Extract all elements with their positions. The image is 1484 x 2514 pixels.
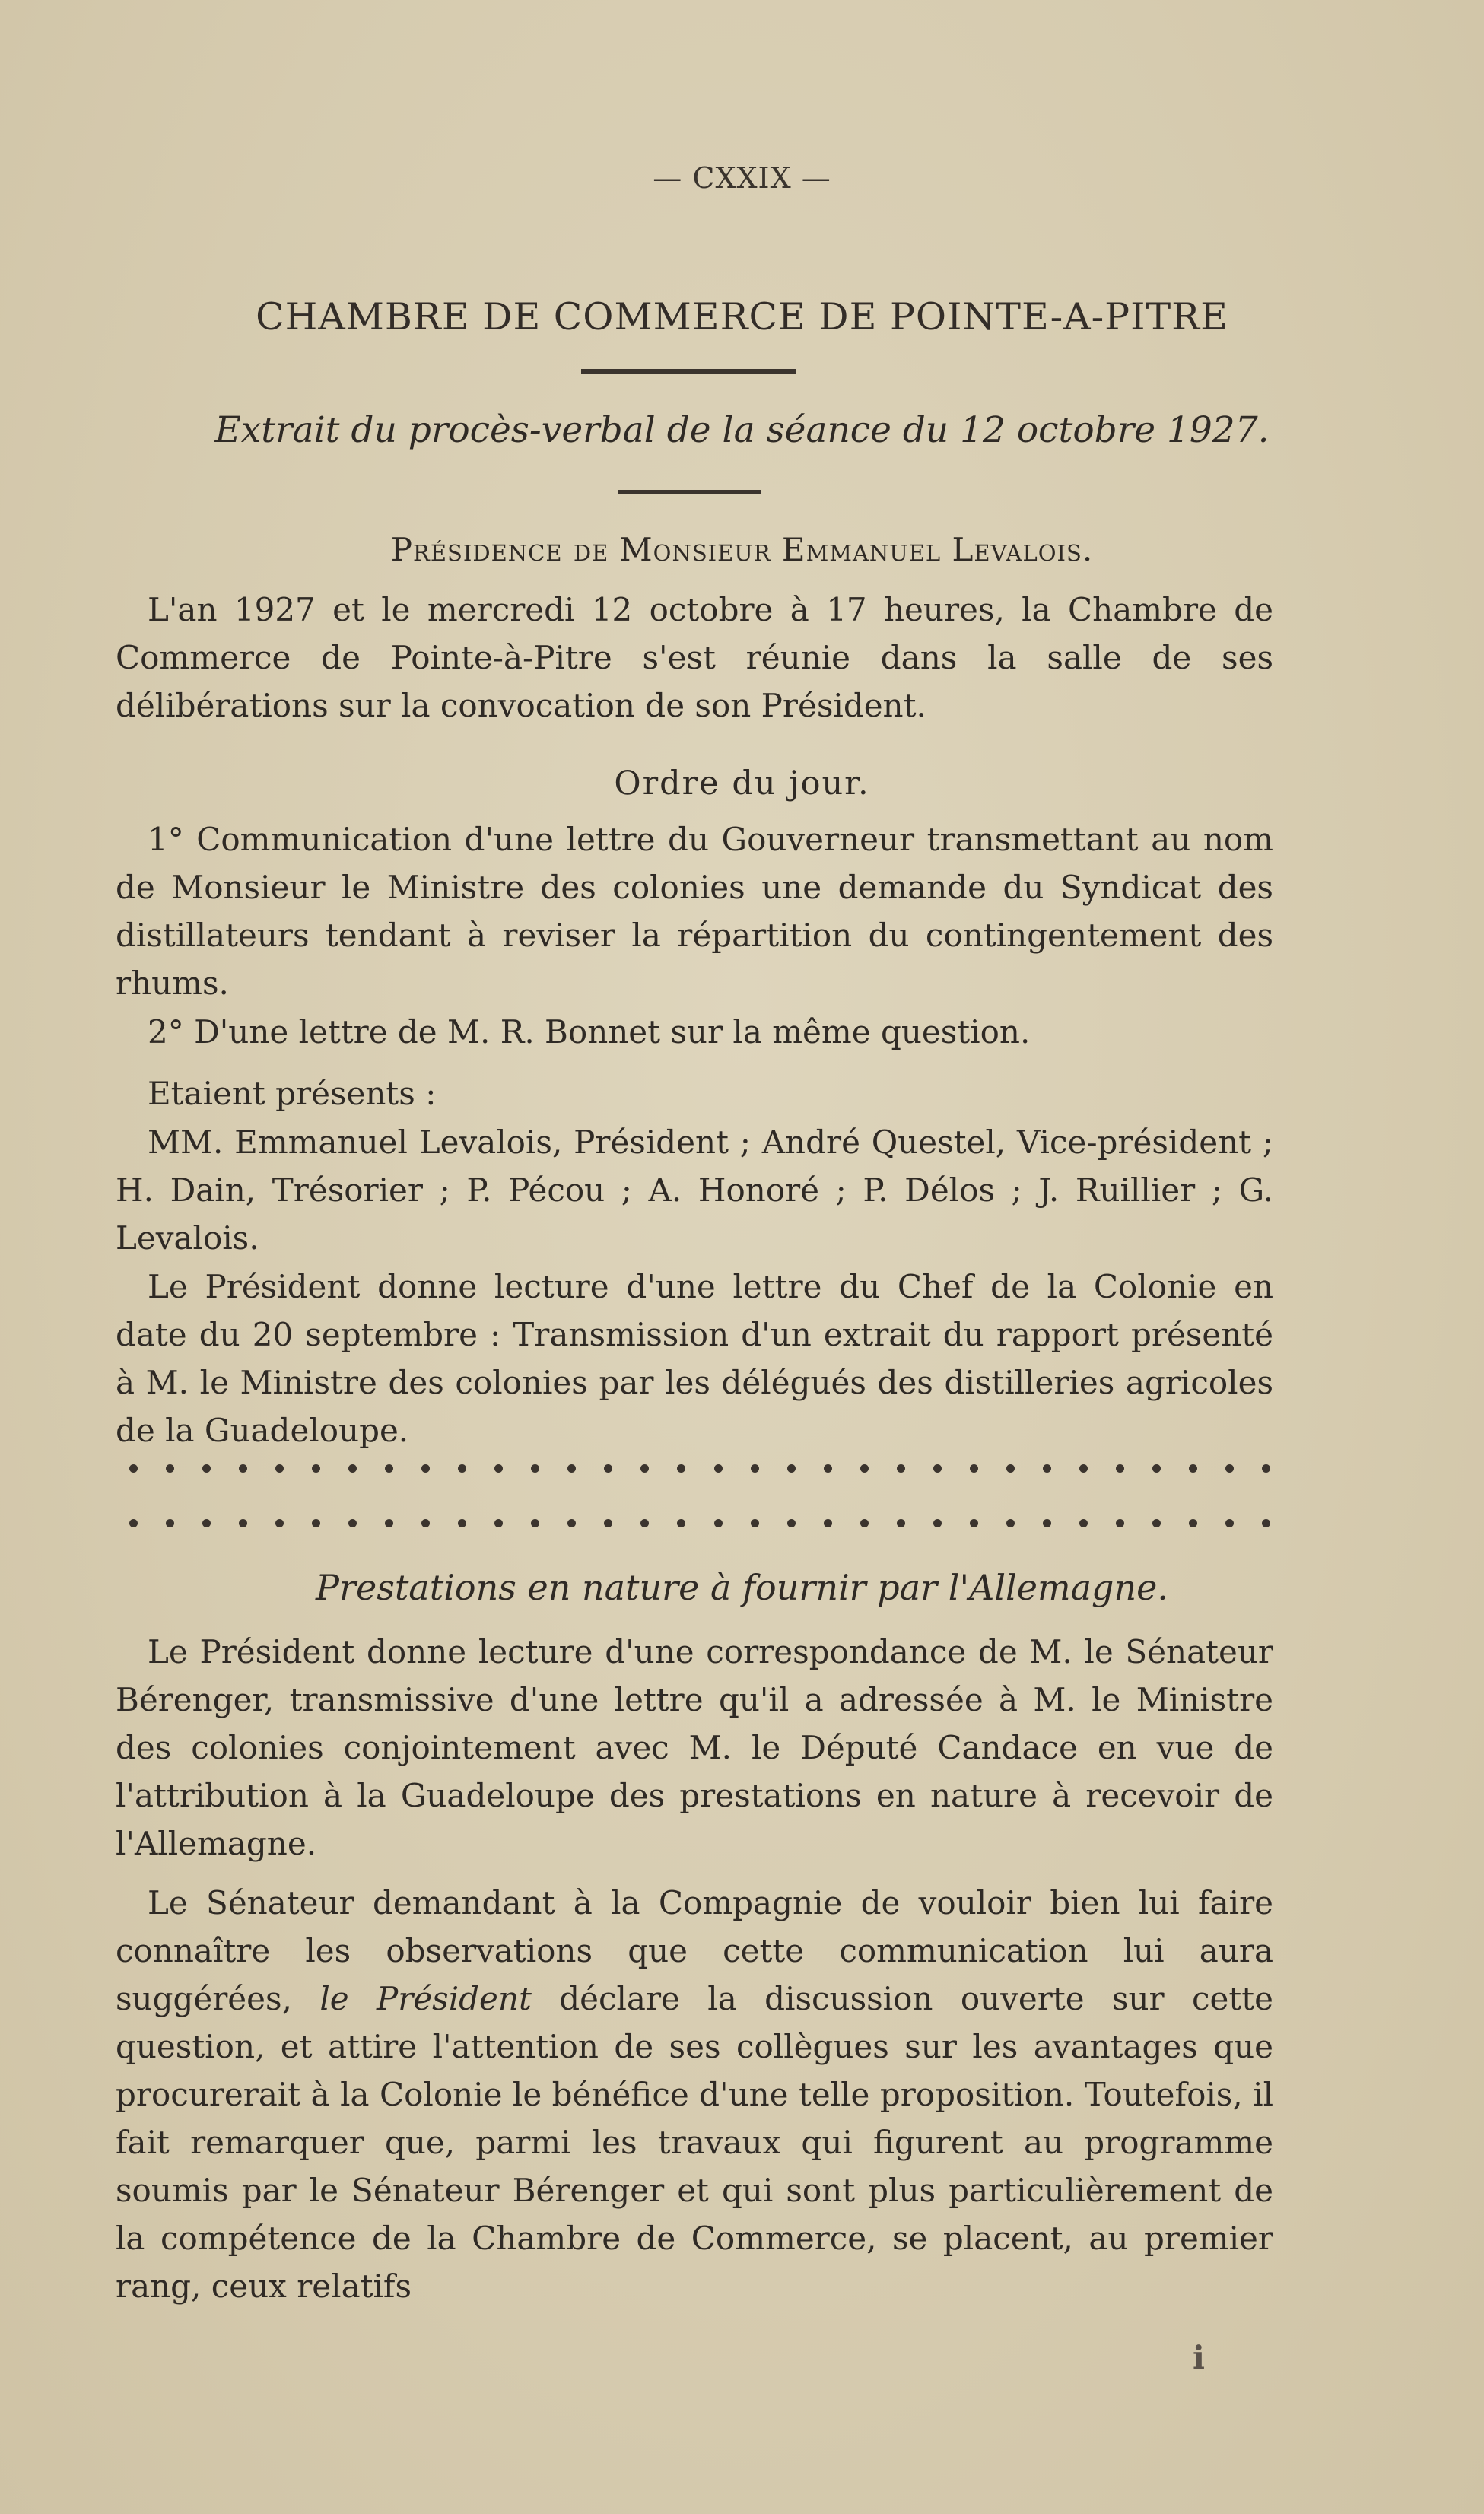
dot [312,1464,320,1473]
senateur-paragraph-start: Le Sénateur demandant à la Compagnie de vouloir bien lui faire connaître les observations que cette communication lui aura suggérées, [116,1884,1273,2017]
dot [567,1519,576,1527]
title-rule [581,369,796,374]
dot [312,1519,320,1527]
dot [166,1519,174,1527]
dot [677,1519,685,1527]
dot [202,1464,211,1473]
dot [494,1464,503,1473]
ellipsis-dots-row-2 [129,1519,1270,1527]
ordre-item-2: 2° D'une lettre de M. R. Bonnet sur la même question. [148,1013,1031,1050]
dot [239,1519,247,1527]
dot [1079,1519,1088,1527]
dot [1116,1519,1124,1527]
dot [824,1519,832,1527]
dot [787,1464,796,1473]
dot [970,1519,978,1527]
presents-heading: Etaient présents : [148,1075,437,1112]
dot [1116,1464,1124,1473]
section-heading-prestations: Prestations en nature à fournir par l'Allemagne. [316,1567,1168,1608]
presidence-heading: Présidence de Monsieur Emmanuel Levalois. [390,531,1094,568]
dot [1262,1519,1270,1527]
footer-mark: ℹ [1193,2339,1205,2376]
dot [1189,1519,1197,1527]
dot [531,1464,539,1473]
dot [1152,1519,1161,1527]
dot [275,1519,284,1527]
dot [1225,1464,1234,1473]
ellipsis-dots-row-1 [129,1464,1270,1473]
senateur-paragraph [116,1879,1273,2310]
dot [1189,1464,1197,1473]
dot [385,1464,393,1473]
dot [860,1464,869,1473]
dot [933,1464,942,1473]
dot [677,1464,685,1473]
dot [1006,1519,1015,1527]
dot [166,1464,174,1473]
dot [714,1464,723,1473]
document-title: CHAMBRE DE COMMERCE DE POINTE-A-PITRE [256,295,1228,338]
dot [531,1519,539,1527]
dot [1225,1519,1234,1527]
dot [458,1519,466,1527]
subtitle-rule [618,490,761,494]
dot [348,1519,357,1527]
dot [897,1464,905,1473]
dot [970,1464,978,1473]
lecture-paragraph: Le Président donne lecture d'une lettre du Chef de la Colonie en date du 20 septembre : Transmission d'un extrait du rapport présenté à M. le Ministre des colonies par les délégués des distilleries agricoles de la Guadeloupe. [116,1268,1273,1449]
senateur-paragraph-end: déclare la discussion ouverte sur cette question, et attire l'attention de ses collègues sur les avantages que procurerait à la Colonie le bénéfice d'une telle proposition. Toutefois, il fait remarquer que, parmi les travaux qui figurent au programme soumis par le Sénateur Bérenger et qui sont plus particulièrement de la compétence de la Chambre de Commerce, se placent, au premier rang, ceux relatifs [116,1980,1273,2305]
dot [1152,1464,1161,1473]
dot [385,1519,393,1527]
intro-paragraph: L'an 1927 et le mercredi 12 octobre à 17 heures, la Chambre de Commerce de Pointe-à-Pitre s'est réunie dans la salle de ses délibérations sur la convocation de son Président. [116,591,1273,724]
dot [604,1519,612,1527]
ordre-du-jour-heading: Ordre du jour. [614,764,870,803]
dot [421,1464,430,1473]
dot [860,1519,869,1527]
correspondance-paragraph: Le Président donne lecture d'une correspondance de M. le Sénateur Bérenger, transmissive d'une lettre qu'il a adressée à M. le Ministre des colonies conjointement avec M. le Député Candace en vue de l'attribution à la Guadeloupe des prestations en nature à recevoir de l'Allemagne. [116,1633,1273,1862]
dot [824,1464,832,1473]
dot [494,1519,503,1527]
dot [567,1464,576,1473]
dot [348,1464,357,1473]
dot [751,1464,759,1473]
dot [714,1519,723,1527]
dot [1006,1464,1015,1473]
dot [1043,1464,1051,1473]
document-subtitle: Extrait du procès-verbal de la séance du 12 octobre 1927. [214,409,1270,451]
dot [1043,1519,1051,1527]
dot [1262,1464,1270,1473]
dot [604,1464,612,1473]
dot [129,1464,138,1473]
dot [239,1464,247,1473]
senateur-paragraph-italic: le Président [319,1980,532,2017]
presents-list: MM. Emmanuel Levalois, Président ; André Questel, Vice-président ; H. Dain, Trésorier ; P. Pécou ; A. Honoré ; P. Délos ; J. Ruillier ; G. Levalois. [116,1124,1273,1257]
page-number: — CXXIX — [653,161,831,195]
dot [202,1519,211,1527]
ordre-item-1: 1° Communication d'une lettre du Gouverneur transmettant au nom de Monsieur le Ministre des colonies une demande du Syndicat des distillateurs tendant à reviser la répartition du contingentement des rhums. [116,821,1273,1002]
dot [640,1519,649,1527]
dot [640,1464,649,1473]
dot [1079,1464,1088,1473]
dot [129,1519,138,1527]
dot [421,1519,430,1527]
dot [933,1519,942,1527]
dot [751,1519,759,1527]
dot [458,1464,466,1473]
dot [275,1464,284,1473]
dot [897,1519,905,1527]
dot [787,1519,796,1527]
